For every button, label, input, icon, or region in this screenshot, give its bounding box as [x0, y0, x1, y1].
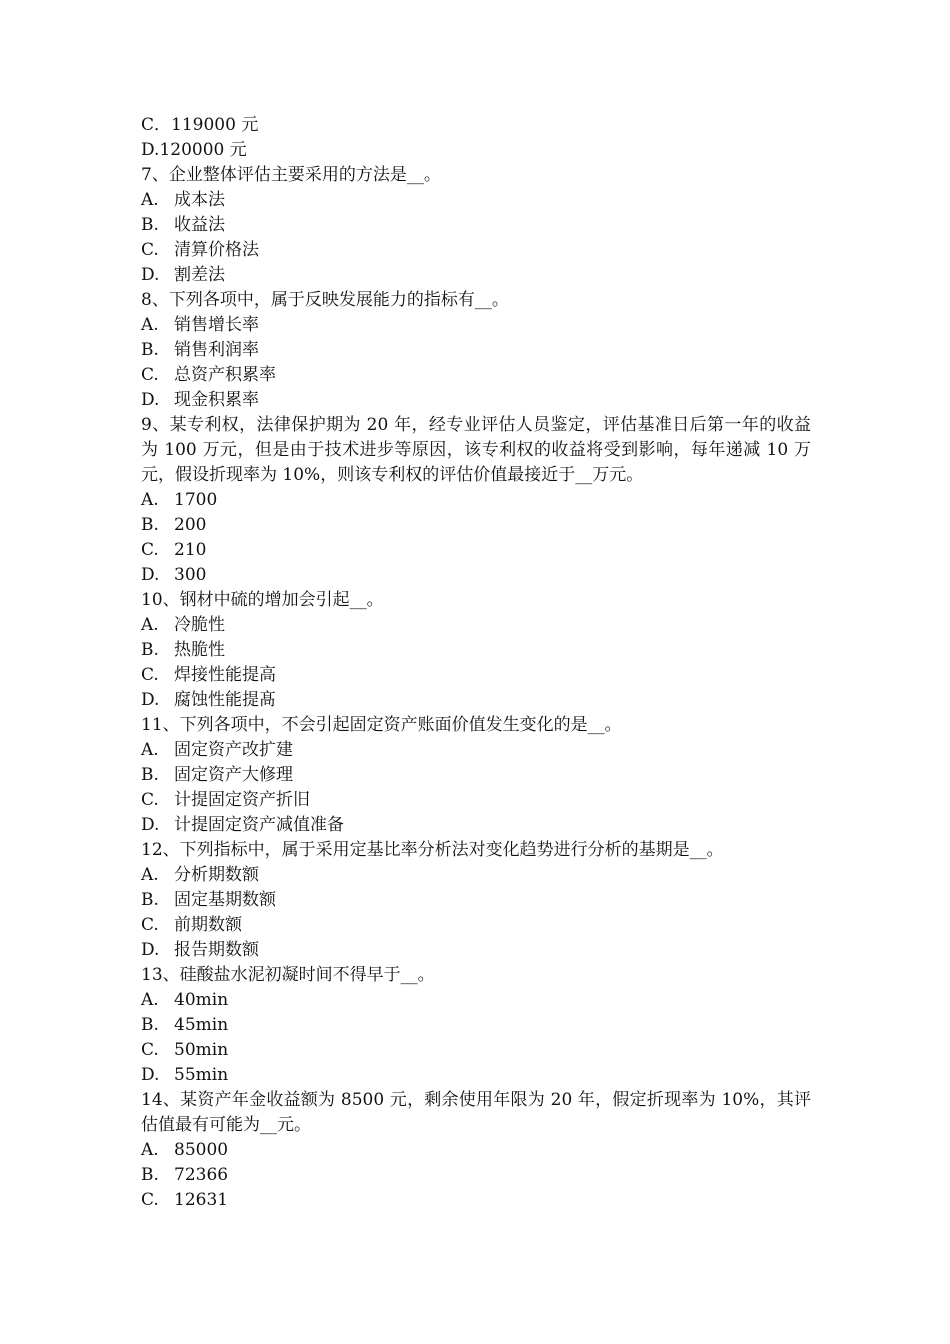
- answer-option: [141, 888, 811, 913]
- question-text: 13、硅酸盐水泥初凝时间不得早于__。: [141, 965, 435, 985]
- option-letter: C.: [141, 915, 159, 935]
- option-text: 120000 元: [159, 140, 247, 160]
- option-letter: C．: [141, 115, 172, 135]
- answer-option: [141, 138, 811, 163]
- option-text: 成本法: [174, 190, 225, 210]
- question-text: 9、某专利权，法律保护期为 20 年，经专业评估人员鉴定，评估基准日后第一年的收益为 100 万元，但是由于技术进步等原因，该专利权的收益将受到影响，每年递减 10 万元，假设折现率为 10%，则该专利权的评估价值最接近于__万元。: [141, 415, 811, 485]
- answer-option: [141, 388, 811, 413]
- option-letter: D.: [141, 815, 160, 835]
- option-text: 72366: [174, 1165, 229, 1185]
- answer-option: [141, 263, 811, 288]
- answer-option: [141, 213, 811, 238]
- option-text: 腐蚀性能提髙: [174, 690, 276, 710]
- answer-option: [141, 238, 811, 263]
- document-body: [141, 113, 811, 1213]
- option-letter: B.: [141, 1165, 159, 1185]
- option-letter: C.: [141, 1190, 159, 1210]
- option-letter: C.: [141, 1040, 159, 1060]
- option-letter: D.: [141, 1065, 160, 1085]
- option-text: 计提固定资产折旧: [174, 790, 310, 810]
- option-letter: A.: [141, 740, 159, 760]
- option-text: 85000: [174, 1140, 229, 1160]
- option-text: 12631: [174, 1190, 229, 1210]
- option-text: 固定基期数额: [174, 890, 276, 910]
- answer-option: [141, 913, 811, 938]
- option-letter: C.: [141, 365, 159, 385]
- option-text: 300: [174, 565, 207, 585]
- option-text: 清算价格法: [174, 240, 259, 260]
- option-text: 45min: [174, 1015, 229, 1035]
- answer-option: [141, 738, 811, 763]
- option-text: 固定资产大修理: [174, 765, 293, 785]
- question-text: 12、下列指标中，属于采用定基比率分析法对变化趋势进行分析的基期是__。: [141, 840, 724, 860]
- option-text: 热脆性: [174, 640, 225, 660]
- answer-option: [141, 663, 811, 688]
- question-text: 11、下列各项中，不会引起固定资产账面价值发生变化的是__。: [141, 715, 622, 735]
- answer-option: [141, 513, 811, 538]
- option-letter: C.: [141, 540, 159, 560]
- option-letter: B.: [141, 215, 159, 235]
- answer-option: [141, 363, 811, 388]
- option-letter: B.: [141, 765, 159, 785]
- option-letter: C.: [141, 665, 159, 685]
- answer-option: [141, 988, 811, 1013]
- answer-option: [141, 188, 811, 213]
- option-letter: D.: [141, 565, 160, 585]
- option-text: 割差法: [174, 265, 225, 285]
- answer-option: [141, 788, 811, 813]
- option-letter: A.: [141, 490, 159, 510]
- option-text: 55min: [174, 1065, 229, 1085]
- answer-option: [141, 1138, 811, 1163]
- option-text: 现金积累率: [174, 390, 259, 410]
- option-text: 焊接性能提高: [174, 665, 276, 685]
- option-text: 总资产积累率: [174, 365, 276, 385]
- option-text: 分析期数额: [174, 865, 259, 885]
- option-text: 销售利润率: [174, 340, 259, 360]
- option-letter: B.: [141, 1015, 159, 1035]
- option-letter: A.: [141, 990, 159, 1010]
- answer-option: [141, 538, 811, 563]
- question-text: 8、下列各项中，属于反映发展能力的指标有__。: [141, 290, 509, 310]
- option-letter: B.: [141, 640, 159, 660]
- answer-option: [141, 113, 811, 138]
- option-text: 冷脆性: [174, 615, 225, 635]
- question-text: 7、企业整体评估主要采用的方法是__。: [141, 165, 441, 185]
- answer-option: [141, 338, 811, 363]
- option-letter: D.: [141, 140, 160, 160]
- answer-option: [141, 863, 811, 888]
- answer-option: [141, 1163, 811, 1188]
- answer-option: [141, 1013, 811, 1038]
- answer-option: [141, 688, 811, 713]
- option-letter: B.: [141, 340, 159, 360]
- option-text: 40min: [174, 990, 229, 1010]
- option-text: 计提固定资产减值准备: [174, 815, 344, 835]
- option-letter: C.: [141, 240, 159, 260]
- option-text: 119000 元: [171, 115, 259, 135]
- option-letter: A.: [141, 1140, 159, 1160]
- option-text: 1700: [174, 490, 218, 510]
- option-letter: A.: [141, 615, 159, 635]
- option-letter: D.: [141, 265, 160, 285]
- option-letter: D.: [141, 390, 160, 410]
- answer-option: [141, 313, 811, 338]
- option-text: 固定资产改扩建: [174, 740, 293, 760]
- option-text: 200: [174, 515, 207, 535]
- answer-option: [141, 1063, 811, 1088]
- option-letter: B.: [141, 515, 159, 535]
- option-text: 收益法: [174, 215, 225, 235]
- question-text: 14、某资产年金收益额为 8500 元，剩余使用年限为 20 年，假定折现率为 10%，其评估值最有可能为__元。: [141, 1090, 811, 1135]
- option-text: 前期数额: [174, 915, 242, 935]
- option-letter: A.: [141, 315, 159, 335]
- option-letter: A.: [141, 865, 159, 885]
- answer-option: [141, 563, 811, 588]
- answer-option: [141, 613, 811, 638]
- option-letter: A.: [141, 190, 159, 210]
- option-text: 报告期数额: [174, 940, 259, 960]
- answer-option: [141, 1038, 811, 1063]
- answer-option: [141, 813, 811, 838]
- answer-option: [141, 488, 811, 513]
- answer-option: [141, 938, 811, 963]
- answer-option: [141, 1188, 811, 1213]
- option-letter: B.: [141, 890, 159, 910]
- option-text: 销售增长率: [174, 315, 259, 335]
- answer-option: [141, 638, 811, 663]
- option-letter: C.: [141, 790, 159, 810]
- option-letter: D.: [141, 940, 160, 960]
- option-letter: D.: [141, 690, 160, 710]
- answer-option: [141, 763, 811, 788]
- question-text: 10、钢材中硫的增加会引起__。: [141, 590, 384, 610]
- option-text: 50min: [174, 1040, 229, 1060]
- option-text: 210: [174, 540, 207, 560]
